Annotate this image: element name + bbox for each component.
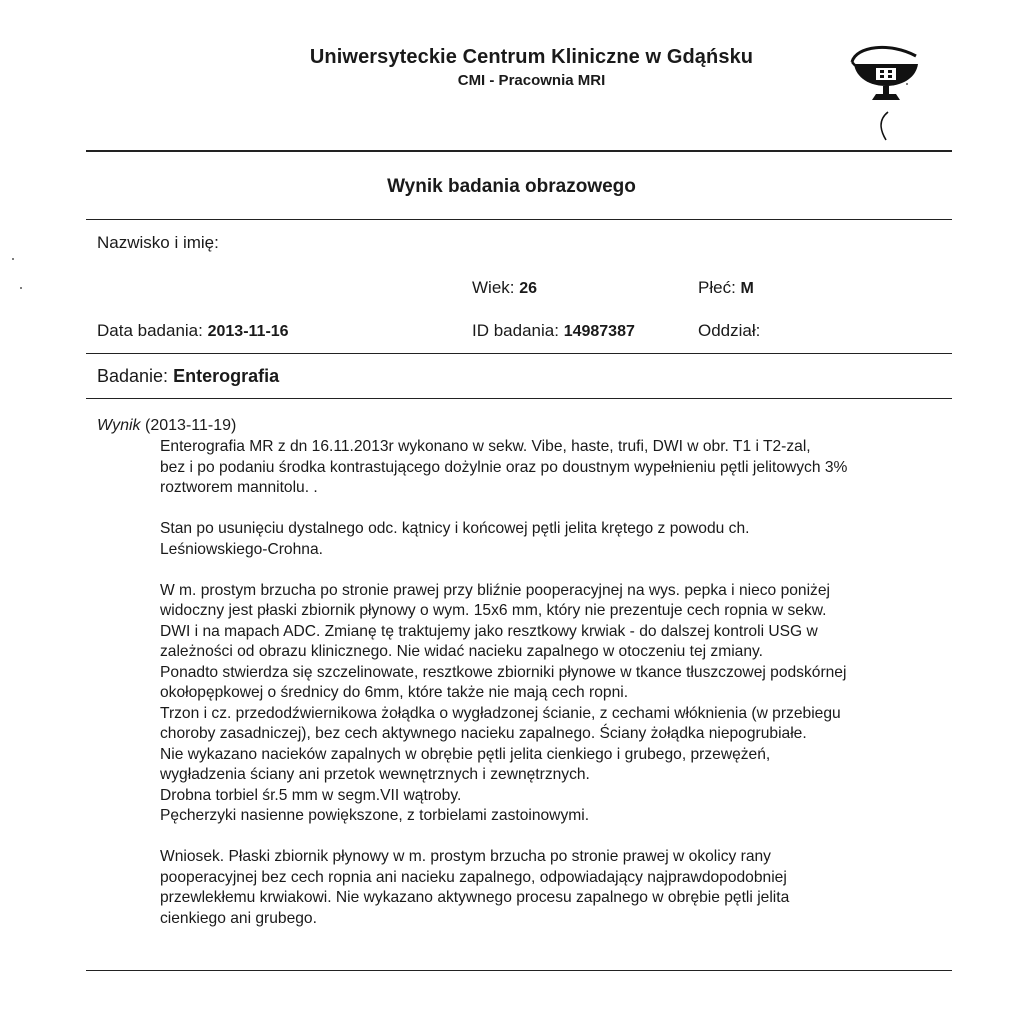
patient-divider (86, 353, 952, 354)
exam-id-value: 14987387 (563, 323, 635, 340)
scan-speck (20, 287, 22, 289)
footer-divider (86, 970, 952, 971)
result-line: pooperacyjnej bez cech ropnia ani nacieku zapalnego, odpowiadający najprawdopodobniej (160, 868, 787, 886)
result-paragraph (160, 581, 960, 827)
result-paragraph (160, 847, 960, 929)
document-title: Wynik badania obrazowego (387, 176, 636, 197)
exam-divider (86, 398, 952, 399)
result-paragraph (160, 519, 960, 560)
result-line: okołopępkowej o średnicy do 6mm, które także nie mają cech ropni. (160, 684, 629, 701)
result-line: bez i po podaniu środka kontrastującego dożylnie oraz po doustnym wypełnieniu pętli jelitowych 3% (160, 458, 848, 476)
header-divider (86, 150, 952, 152)
result-line: wygładzenia ściany ani przetok wewnętrznych i zewnętrznych. (160, 766, 590, 783)
exam-date-field (97, 321, 289, 341)
result-line: przewlekłemu krwiakowi. Nie wykazano aktywnego procesu zapalnego w obrębie pętli jelita (160, 889, 790, 906)
result-heading (97, 417, 236, 435)
institution-name: Uniwersyteckie Centrum Kliniczne w Gdąńsku (309, 46, 754, 68)
pharmacy-bowl-snake-icon (846, 40, 924, 144)
result-line: choroby zasadniczej), bez cech aktywnego nacieku zapalnego. Ściany żołądka niepogrubiałe. (160, 725, 807, 742)
result-line: Leśniowskiego-Crohna. (160, 540, 323, 558)
result-line: Pęcherzyki nasienne powiększone, z torbielami zastoinowymi. (160, 807, 590, 824)
department-name: CMI - Pracownia MRI (457, 72, 606, 89)
age-field (472, 278, 537, 298)
result-line: Stan po usunięciu dystalnego odc. kątnicy i końcowej pętli jelita krętego z powodu ch. (160, 520, 750, 537)
result-line: widoczny jest płaski zbiornik płynowy o wym. 15x6 mm, który nie prezentuje cech ropnia w sekw. (160, 602, 827, 619)
result-line: Wniosek. Płaski zbiornik płynowy w m. prostym brzucha po stronie prawej w okolicy rany (160, 848, 771, 865)
sex-label: Płeć: (698, 278, 736, 297)
sex-field (698, 278, 754, 298)
result-line: DWI i na mapach ADC. Zmianę tę traktujemy jako resztkowy krwiak - do dalszej kontroli USG w (160, 622, 818, 640)
result-line: Trzon i cz. przedodźwiernikowa żołądka o wygładzonej ścianie, z cechami włóknienia (w przebiegu (160, 704, 841, 722)
result-line: cienkiego ani grubego. (160, 909, 317, 927)
result-line: Nie wykazano nacieków zapalnych w obrębie pętli jelita cienkiego i grubego, przewężeń, (160, 745, 771, 763)
result-line: Enterografia MR z dn 16.11.2013r wykonano w sekw. Vibe, haste, trufi, DWI w obr. T1 i T2-zal, (160, 438, 811, 455)
age-label: Wiek: (472, 278, 515, 297)
exam-id-field (472, 321, 635, 341)
result-line: zależności od obrazu klinicznego. Nie widać nacieku zapalnego w otoczeniu tej zmiany. (160, 643, 764, 660)
result-body (160, 437, 960, 950)
result-paragraph (160, 437, 960, 499)
age-value: 26 (519, 280, 538, 297)
ward-label: Oddział: (698, 321, 761, 340)
exam-type-label: Badanie: (97, 366, 169, 386)
scan-speck (12, 258, 14, 260)
patient-name-label: Nazwisko i imię: (97, 233, 219, 252)
result-date: (2013-11-19) (145, 417, 237, 434)
exam-id-label: ID badania: (472, 321, 559, 340)
exam-date-value: 2013-11-16 (207, 323, 289, 340)
title-divider (86, 219, 952, 220)
scan-speck (906, 83, 908, 85)
result-line: W m. prostym brzucha po stronie prawej przy bliźnie pooperacyjnej na wys. pepka i nieco poniżej (160, 581, 830, 599)
exam-type (97, 366, 279, 387)
result-label: Wynik (97, 417, 141, 434)
result-line: Ponadto stwierdza się szczelinowate, resztkowe zbiorniki płynowe w tkance tłuszczowej podskórnej (160, 663, 847, 681)
result-line: roztworem mannitolu. . (160, 479, 318, 496)
result-line: Drobna torbiel śr.5 mm w segm.VII wątroby. (160, 786, 462, 804)
sex-value: M (740, 280, 754, 297)
exam-date-label: Data badania: (97, 321, 203, 340)
exam-type-value: Enterografia (173, 366, 280, 386)
